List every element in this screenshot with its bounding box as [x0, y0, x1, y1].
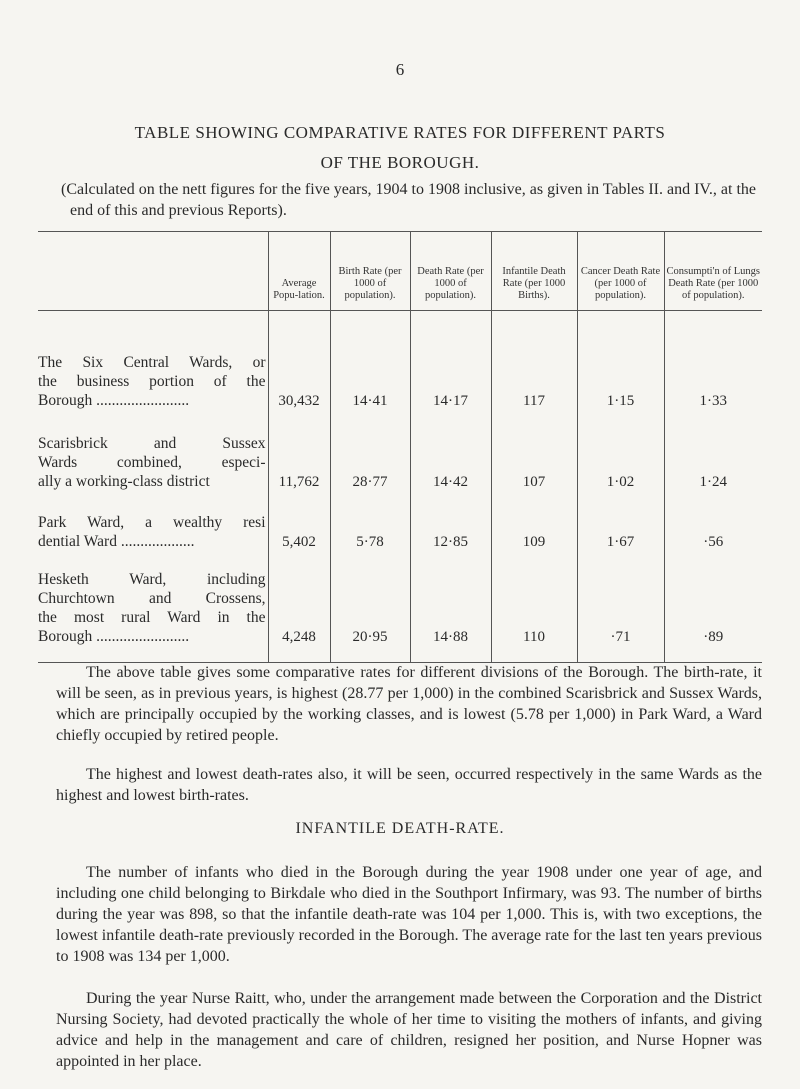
cell-cancer-death-rate: 1·67	[577, 493, 664, 553]
cell-average-population: 4,248	[268, 553, 330, 663]
page-title	[40, 118, 760, 178]
description-line: the most rural Ward in the	[38, 609, 266, 626]
description-line: Scarisbrick and Sussex	[38, 434, 266, 452]
description-line: Churchtown and Crossens,	[38, 590, 266, 607]
description-line: dential Ward ...................	[38, 532, 195, 550]
cell-infantile-death-rate: 110	[491, 553, 577, 663]
table-row	[38, 553, 762, 663]
cell-birth-rate: 14·41	[330, 311, 410, 412]
description-line: The Six Central Wards, or	[38, 353, 266, 371]
title-line-1: TABLE SHOWING COMPARATIVE RATES FOR DIFFERENT PARTS	[134, 123, 666, 142]
header-average-population: Average Popu-lation.	[268, 232, 330, 311]
header-death-rate: Death Rate (per 1000 of population).	[410, 232, 491, 311]
table-row	[38, 412, 762, 493]
description-line: Park Ward, a wealthy resi	[38, 513, 266, 531]
table-header-row	[38, 232, 762, 311]
cell-death-rate: 14·42	[410, 412, 491, 493]
description-line: Borough ........................	[38, 628, 190, 645]
cell-consumption-death-rate: ·56	[664, 493, 762, 553]
table-subtitle: (Calculated on the nett figures for the five years, 1904 to 1908 inclusive, as given in Tables II. and IV., at the end of this and previous Reports).	[61, 181, 756, 219]
table-row	[38, 311, 762, 412]
paragraph-birth-rate: The above table gives some comparative rates for different divisions of the Borough. The birth-rate, it will be seen, as in previous years, is highest (28.77 per 1,000) in the combined Scarisbrick and Sussex Wards, which are principally occupied by the working classes, and is lowest (5.78 per 1,000) in Park Ward, a Ward chiefly occupied by retired people.	[56, 664, 762, 744]
cell-consumption-death-rate: 1·24	[664, 412, 762, 493]
paragraph-nurse: During the year Nurse Raitt, who, under the arrangement made between the Corporation and the District Nursing Society, had devoted practically the whole of her time to visiting the mothers of infants, and giving advice and help in the management and care of children, resigned her position, and Nurse Hopner was appointed in her place.	[56, 990, 762, 1070]
cell-average-population: 11,762	[268, 412, 330, 493]
cell-birth-rate: 5·78	[330, 493, 410, 553]
description-line: Wards combined, especi-	[38, 453, 266, 471]
table-row	[38, 493, 762, 553]
header-blank	[38, 232, 268, 311]
header-consumption-death-rate: Consumpti'n of Lungs Death Rate (per 1000 of population).	[664, 232, 762, 311]
row-description	[38, 493, 268, 553]
cell-consumption-death-rate: 1·33	[664, 311, 762, 412]
description-line: Hesketh Ward, including	[38, 571, 266, 588]
cell-infantile-death-rate: 117	[491, 311, 577, 412]
cell-cancer-death-rate: 1·15	[577, 311, 664, 412]
cell-death-rate: 14·88	[410, 553, 491, 663]
description-line: the business portion of the	[38, 372, 266, 390]
row-description	[38, 553, 268, 663]
page-number: 6	[395, 60, 405, 79]
section-heading-infantile: INFANTILE DEATH-RATE.	[295, 820, 505, 837]
description-line: Borough ........................	[38, 391, 190, 409]
header-cancer-death-rate: Cancer Death Rate (per 1000 of population).	[577, 232, 664, 311]
cell-death-rate: 14·17	[410, 311, 491, 412]
title-line-2: OF THE BOROUGH.	[320, 153, 480, 172]
comparative-rates-table	[38, 231, 762, 663]
row-description	[38, 311, 268, 412]
cell-average-population: 30,432	[268, 311, 330, 412]
cell-cancer-death-rate: ·71	[577, 553, 664, 663]
row-description	[38, 412, 268, 493]
cell-infantile-death-rate: 107	[491, 412, 577, 493]
paragraph-death-rate: The highest and lowest death-rates also, it will be seen, occurred respectively in the same Wards as the highest and lowest birth-rates.	[56, 766, 762, 804]
header-birth-rate: Birth Rate (per 1000 of population).	[330, 232, 410, 311]
cell-death-rate: 12·85	[410, 493, 491, 553]
cell-birth-rate: 20·95	[330, 553, 410, 663]
paragraph-infantile-death-rate: The number of infants who died in the Borough during the year 1908 under one year of age, and including one child belonging to Birkdale who died in the Southport Infirmary, was 93. The number of births during the year was 898, so that the infantile death-rate was 104 per 1,000. This is, with two exceptions, the lowest infantile death-rate previously recorded in the Borough. The average rate for the last ten years previous to 1908 was 134 per 1,000.	[56, 864, 762, 965]
cell-birth-rate: 28·77	[330, 412, 410, 493]
cell-cancer-death-rate: 1·02	[577, 412, 664, 493]
cell-infantile-death-rate: 109	[491, 493, 577, 553]
cell-consumption-death-rate: ·89	[664, 553, 762, 663]
cell-average-population: 5,402	[268, 493, 330, 553]
description-line: ally a working-class district	[38, 472, 210, 490]
header-infantile-death-rate: Infantile Death Rate (per 1000 Births).	[491, 232, 577, 311]
